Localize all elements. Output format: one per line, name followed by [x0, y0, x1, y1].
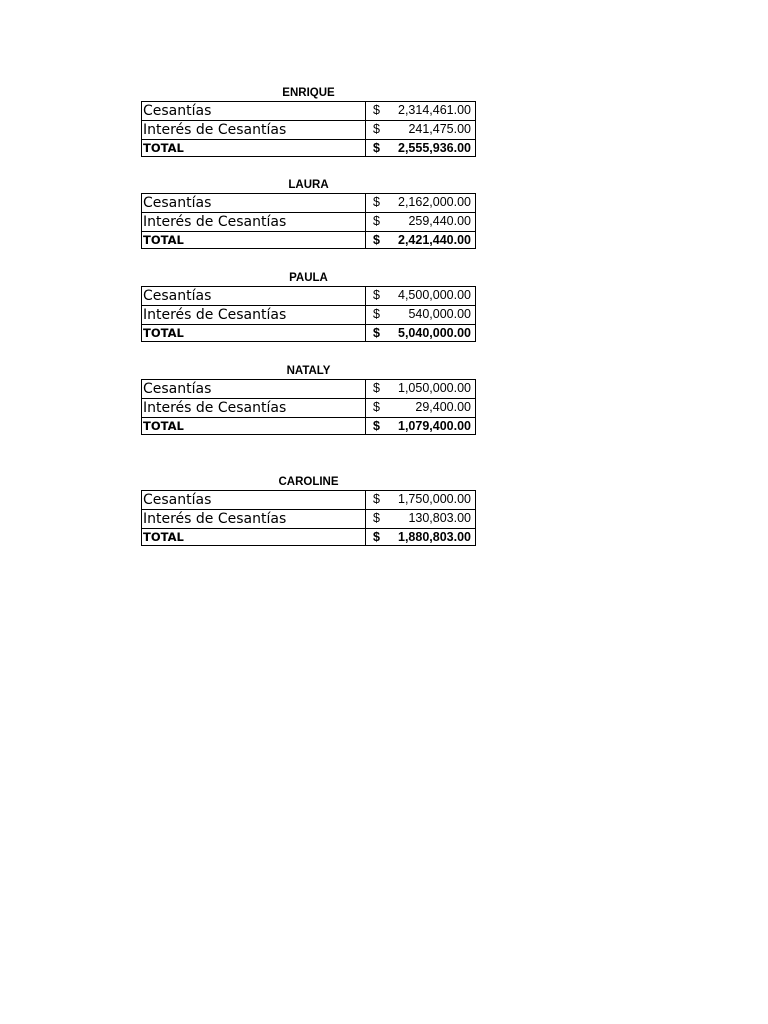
amount-value: 241,475.00 — [408, 122, 471, 136]
amount-cell — [366, 491, 476, 510]
total-row — [142, 325, 476, 342]
amount-cell — [366, 399, 476, 418]
currency-symbol: $ — [373, 326, 380, 340]
summary-block-paula — [141, 270, 476, 342]
currency-symbol: $ — [373, 288, 380, 302]
amount-cell — [366, 380, 476, 399]
amount-value: 4,500,000.00 — [398, 288, 471, 302]
total-label: TOTAL — [142, 140, 366, 157]
summary-block-caroline — [141, 474, 476, 546]
amount-value: 1,750,000.00 — [398, 492, 471, 506]
table-row — [142, 399, 476, 418]
amount-cell — [366, 102, 476, 121]
person-name: ENRIQUE — [282, 87, 335, 99]
row-label: Cesantías — [142, 194, 366, 213]
summary-block-enrique — [141, 85, 476, 157]
amount-value: 2,162,000.00 — [398, 195, 471, 209]
currency-symbol: $ — [373, 233, 380, 247]
summary-table — [141, 286, 476, 342]
summary-block-laura — [141, 177, 476, 249]
table-row — [142, 491, 476, 510]
currency-symbol: $ — [373, 122, 380, 136]
amount-value: 29,400.00 — [415, 400, 471, 414]
person-name: LAURA — [288, 179, 329, 191]
table-row — [142, 510, 476, 529]
total-value: 1,880,803.00 — [398, 530, 471, 544]
currency-symbol: $ — [373, 103, 380, 117]
total-label: TOTAL — [142, 232, 366, 249]
row-label: Interés de Cesantías — [142, 121, 366, 140]
total-value: 5,040,000.00 — [398, 326, 471, 340]
amount-value: 130,803.00 — [408, 511, 471, 525]
total-row — [142, 232, 476, 249]
table-row — [142, 306, 476, 325]
currency-symbol: $ — [373, 214, 380, 228]
currency-symbol: $ — [373, 400, 380, 414]
total-row — [142, 529, 476, 546]
amount-cell — [366, 418, 476, 435]
currency-symbol: $ — [373, 195, 380, 209]
amount-cell — [366, 194, 476, 213]
amount-value: 540,000.00 — [408, 307, 471, 321]
summary-table — [141, 379, 476, 435]
row-label: Interés de Cesantías — [142, 306, 366, 325]
amount-value: 259,440.00 — [408, 214, 471, 228]
amount-cell — [366, 213, 476, 232]
currency-symbol: $ — [373, 419, 380, 433]
table-row — [142, 194, 476, 213]
total-row — [142, 418, 476, 435]
person-name: PAULA — [289, 272, 328, 284]
summary-block-nataly — [141, 363, 476, 435]
total-value: 2,555,936.00 — [398, 141, 471, 155]
total-label: TOTAL — [142, 529, 366, 546]
person-name: NATALY — [286, 365, 331, 377]
amount-cell — [366, 287, 476, 306]
person-name: CAROLINE — [278, 476, 339, 488]
total-value: 2,421,440.00 — [398, 233, 471, 247]
amount-cell — [366, 140, 476, 157]
amount-value: 2,314,461.00 — [398, 103, 471, 117]
amount-cell — [366, 306, 476, 325]
amount-cell — [366, 325, 476, 342]
summary-table — [141, 193, 476, 249]
currency-symbol: $ — [373, 511, 380, 525]
amount-cell — [366, 121, 476, 140]
amount-cell — [366, 529, 476, 546]
currency-symbol: $ — [373, 530, 380, 544]
currency-symbol: $ — [373, 492, 380, 506]
summary-table — [141, 101, 476, 157]
table-row — [142, 102, 476, 121]
amount-cell — [366, 232, 476, 249]
table-row — [142, 287, 476, 306]
amount-value: 1,050,000.00 — [398, 381, 471, 395]
row-label: Cesantías — [142, 491, 366, 510]
amount-cell — [366, 510, 476, 529]
table-row — [142, 213, 476, 232]
table-row — [142, 121, 476, 140]
total-value: 1,079,400.00 — [398, 419, 471, 433]
currency-symbol: $ — [373, 381, 380, 395]
total-label: TOTAL — [142, 325, 366, 342]
summary-table — [141, 490, 476, 546]
total-row — [142, 140, 476, 157]
currency-symbol: $ — [373, 141, 380, 155]
total-label: TOTAL — [142, 418, 366, 435]
table-row — [142, 380, 476, 399]
row-label: Interés de Cesantías — [142, 399, 366, 418]
row-label: Cesantías — [142, 287, 366, 306]
row-label: Interés de Cesantías — [142, 213, 366, 232]
row-label: Interés de Cesantías — [142, 510, 366, 529]
currency-symbol: $ — [373, 307, 380, 321]
row-label: Cesantías — [142, 102, 366, 121]
row-label: Cesantías — [142, 380, 366, 399]
